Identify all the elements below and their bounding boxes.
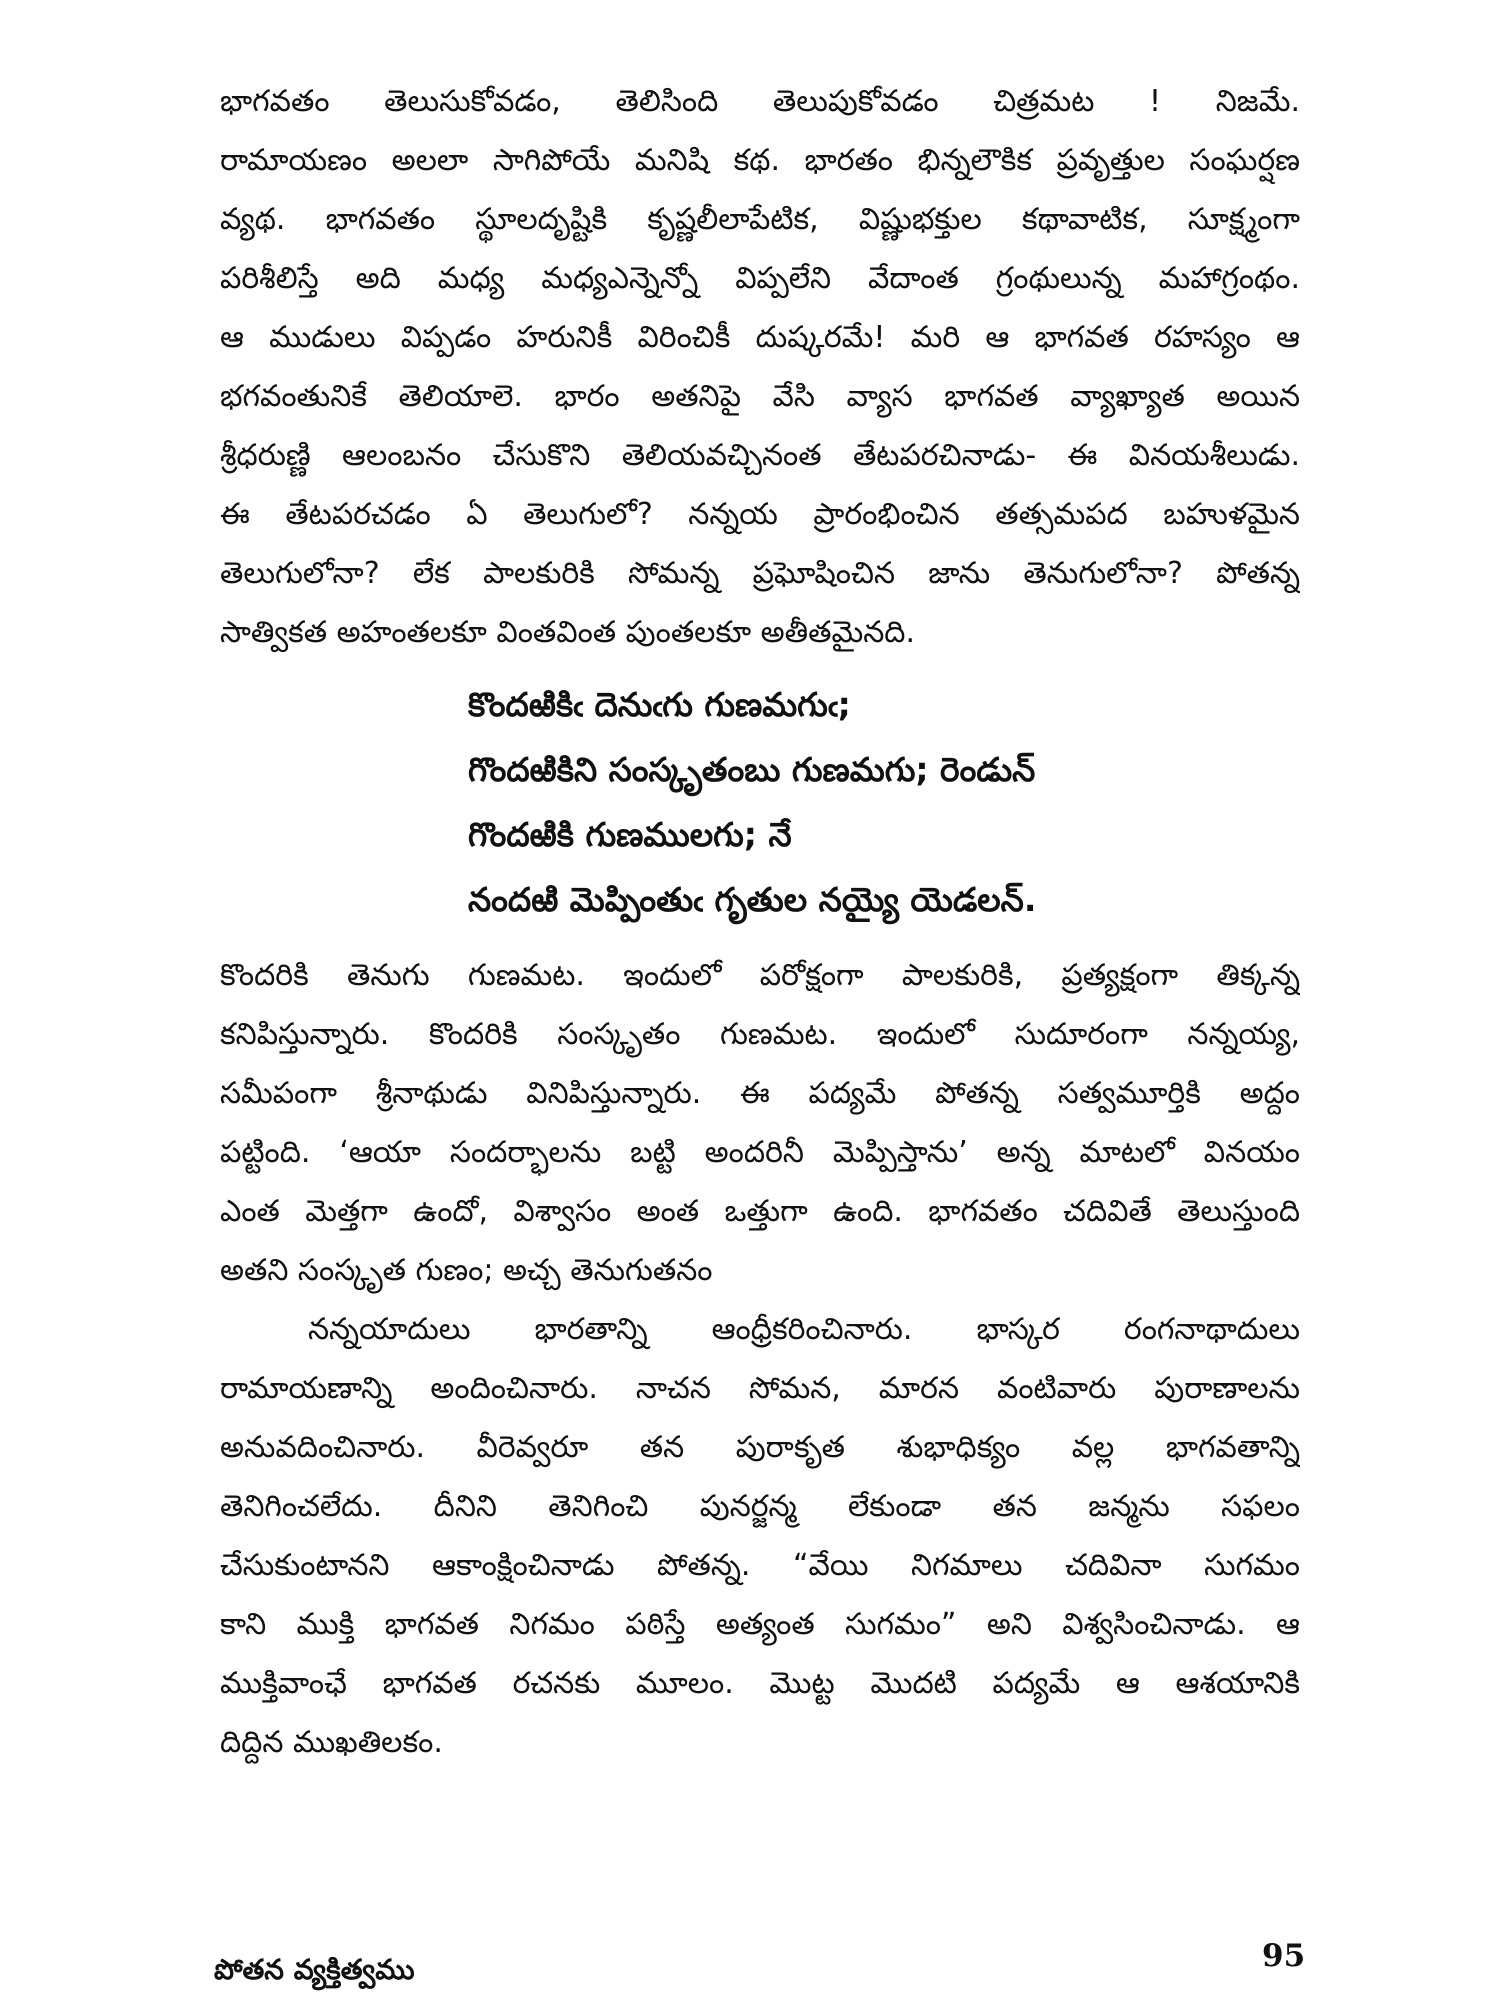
text-line: నన్నయాదులు భారతాన్ని ఆంధ్రీకరించినారు. భాస్కర రంగనాథాదులు (308, 1312, 1300, 1347)
text-line: ముక్తివాంఛే భాగవత రచనకు మూలం. మొట్ట మొదటి పద్యమే ఆ ఆశయానికి (220, 1666, 1300, 1701)
footer-book-title: పోతన వ్యక్తిత్వము (214, 1953, 415, 1986)
text-line: పరిశీలిస్తే అది మధ్య మధ్యఎన్నెన్నో విప్పలేని వేదాంత గ్రంథులున్న మహాగ్రంథం. (220, 261, 1300, 296)
text-line: దిద్దిన ముఖతిలకం. (220, 1725, 443, 1760)
text-line: భాగవతం తెలుసుకోవడం, తెలిసింది తెలుపుకోవడం చిత్రమట ! నిజమే. (220, 84, 1300, 119)
text-line: చేసుకుంటానని ఆకాంక్షించినాడు పోతన్న. “వేయి నిగమాలు చదివినా సుగమం (220, 1548, 1300, 1583)
text-line: కొందరికి తెనుగు గుణమట. ఇందులో పరోక్షంగా పాలకురికి, ప్రత్యక్షంగా తిక్కన్న (220, 958, 1300, 993)
verse-line: నందఱి మెప్పింతుఁ గృతుల నయ్యై యెడలన్. (468, 880, 1037, 919)
text-line: రామాయణాన్ని అందించినారు. నాచన సోమన, మారన వంటివారు పురాణాలను (220, 1371, 1300, 1406)
paragraph-3 (220, 1300, 1300, 1772)
verse-block (468, 672, 1300, 932)
text-line: తెలుగులోనా? లేక పాలకురికి సోమన్న ప్రఘోషించిన జాను తెనుగులోనా? పోతన్న (220, 556, 1300, 591)
text-line: భగవంతునికే తెలియాలె. భారం అతనిపై వేసి వ్యాస భాగవత వ్యాఖ్యాత అయిన (220, 379, 1300, 414)
page-number: 95 (1262, 1938, 1306, 1974)
text-line: సమీపంగా శ్రీనాథుడు వినిపిస్తున్నారు. ఈ పద్యమే పోతన్న సత్వమూర్తికి అద్దం (220, 1076, 1300, 1111)
verse-line: గొందఱికిని సంస్కృతంబు గుణమగు; రెండున్ (468, 750, 1036, 789)
text-line: సాత్వికత అహంతలకూ వింతవింత పుంతలకూ అతీతమైనది. (220, 615, 915, 650)
verse-line: గొందఱికి గుణములగు; నే (468, 815, 792, 854)
text-line: ఆ ముడులు విప్పడం హరునికీ విరించికీ దుష్కరమే! మరి ఆ భాగవత రహస్యం ఆ (220, 320, 1300, 355)
text-line: తెనిగించలేదు. దీనిని తెనిగించి పునర్జన్మ లేకుండా తన జన్మను సఫలం (220, 1489, 1300, 1524)
text-line: ఎంత మెత్తగా ఉందో, విశ్వాసం అంత ఒత్తుగా ఉంది. భాగవతం చదివితే తెలుస్తుంది (220, 1194, 1300, 1229)
verse-line: కొందఱికిఁ దెనుఁగు గుణమగుఁ; (468, 685, 851, 724)
paragraph-1 (220, 72, 1300, 662)
paragraph-2 (220, 946, 1300, 1300)
text-line: కాని ముక్తి భాగవత నిగమం పఠిస్తే అత్యంత సుగమం” అని విశ్వసించినాడు. ఆ (220, 1607, 1300, 1642)
text-line: ఈ తేటపరచడం ఏ తెలుగులో? నన్నయ ప్రారంభించిన తత్సమపద బహుళమైన (220, 497, 1300, 532)
text-line: అనువదించినారు. వీరెవ్వరూ తన పురాకృత శుభాధిక్యం వల్ల భాగవతాన్ని (220, 1430, 1300, 1465)
text-line: వ్యథ. భాగవతం స్థూలదృష్టికి కృష్ణలీలాపేటిక, విష్ణుభక్తుల కథావాటిక, సూక్ష్మంగా (220, 202, 1300, 237)
text-line: పట్టింది. ‘ఆయా సందర్భాలను బట్టి అందరినీ మెప్పిస్తాను’ అన్న మాటలో వినయం (220, 1135, 1300, 1170)
text-line: అతని సంస్కృత గుణం; అచ్చ తెనుగుతనం (220, 1253, 713, 1288)
text-line: శ్రీధరుణ్ణి ఆలంబనం చేసుకొని తెలియవచ్చినంత తేటపరచినాడు- ఈ వినయశీలుడు. (220, 438, 1300, 473)
text-line: రామాయణం అలలా సాగిపోయే మనిషి కథ. భారతం భిన్నలౌకిక ప్రవృత్తుల సంఘర్షణ (220, 143, 1300, 178)
text-line: కనిపిస్తున్నారు. కొందరికి సంస్కృతం గుణమట. ఇందులో సుదూరంగా నన్నయ్య, (220, 1017, 1300, 1052)
page-content (220, 72, 1300, 1772)
